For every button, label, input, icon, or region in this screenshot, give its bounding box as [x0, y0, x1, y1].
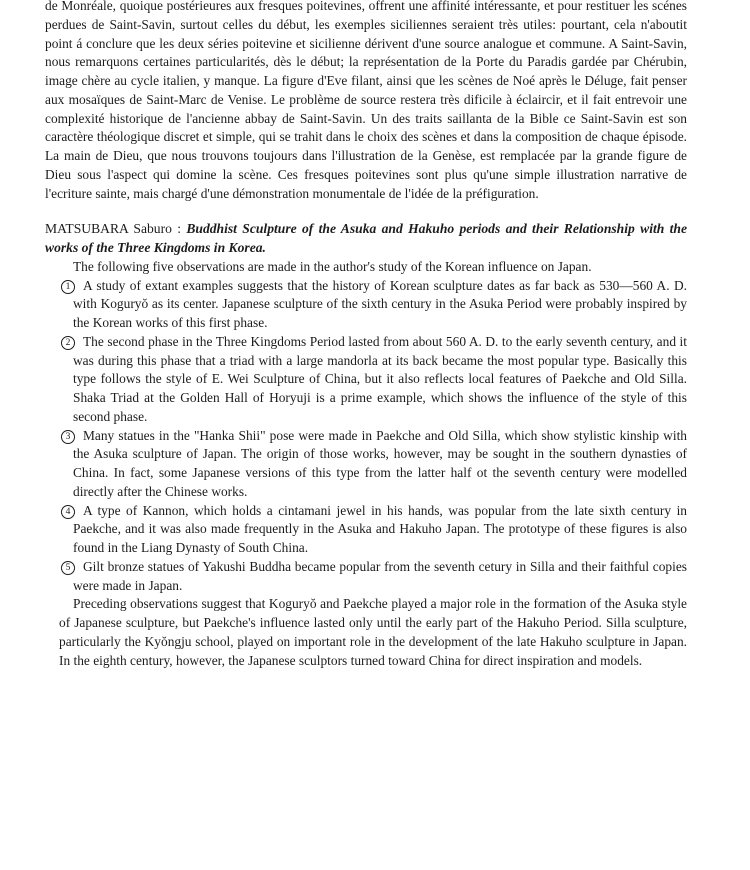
observation-list [45, 277, 687, 596]
document-page [45, 0, 687, 670]
entry-title: Buddhist Sculpture of the Asuka and Hakuho periods and their Relationship with the works of the Three Kingdoms in Korea. [45, 221, 687, 255]
observation-item [45, 333, 687, 427]
circled-number-badge: 3 [61, 430, 75, 444]
observation-item [45, 558, 687, 596]
observation-item [45, 502, 687, 558]
observation-text: The second phase in the Three Kingdoms Period lasted from about 560 A. D. to the early seventh century, and it was during this phase that a triad with a large mandorla at its back became the most popular type. Basically this type follows the style of E. Wei Sculpture of China, but it also reflects local features of Paekche and Old Silla. Shaka Triad at the Golden Hall of Horyuji is a prime example, which shows the influence of the style of this second phase. [73, 333, 687, 424]
observation-text: Gilt bronze statues of Yakushi Buddha became popular from the seventh cetury in Silla and their faithful copies were made in Japan. [73, 558, 687, 593]
observation-item [45, 277, 687, 333]
circled-number-badge: 1 [61, 280, 75, 294]
entry-intro: The following five observations are made in the author's study of the Korean influence on Japan. [73, 258, 592, 274]
entry-heading [45, 220, 687, 258]
observation-text: A type of Kannon, which holds a cintamani jewel in his hands, was popular from the late sixth century in Paekche, and it was also made frequently in the Asuka and Hakuho Japan. The prototype of these figures is also found in the Liang Dynasty of South China. [73, 502, 687, 555]
continuation-paragraph: de Monréale, quoique postérieures aux fresques poitevines, offrent une affinité intéressante, et pour restituer les scénes perdues de Saint-Savin, surtout celles du début, les exemples siciliennes seraient très utiles: pourtant, cela n'aboutit point á conclure que les deux séries poitevine et sicilienne dérivent d'une source analogue et commune. A Saint-Savin, nous remarquons certaines particularités, dès le début; la représentation de la Porte du Paradis gardée par Chérubin, image chère au cycle italien, y manque. La figure d'Eve filant, ainsi que les scènes de Noé après le Déluge, fait penser aux mosaïques de Saint-Marc de Venise. Le problème de source restera très dificile à éclaircir, et il fait entrevoir une complexité historique de l'ancienne abbay de Saint-Savin. Un des traits saillanta de la Bible ce Saint-Savin est son caractère théologique discret et simple, qui se trahit dans le choix des scènes et dans la composition de chaque épisode. La main de Dieu, que nous trouvons toujours dans l'illustration de la Genèse, est remplacée par la grande figure de Dieu sous l'aspect qui domine la scène. Ces fresques poitevines sont plus qu'une simple illustration narrative de l'ecriture sainte, mais chargé d'une démonstration monumentale de l'idée de la préfiguration. [45, 0, 687, 201]
entry-author: MATSUBARA Saburo : [45, 221, 187, 237]
observation-text: A study of extant examples suggests that the history of Korean sculpture dates as far back as 530—560 A. D. with Koguryŏ as its center. Japanese sculpture of the sixth century in the Asuka Period were probably inspired by the Korean works of this first phase. [73, 277, 687, 330]
observation-text: Many statues in the "Hanka Shii" pose were made in Paekche and Old Silla, which show stylistic kinship with the Asuka sculpture of Japan. The origin of those works, however, may be sought in the southern dynasties of China. In fact, some Japanese versions of this type from the latter half ot the seventh century were modelled directly after the Chinese works. [73, 427, 687, 499]
circled-number-badge: 4 [61, 505, 75, 519]
conclusion-paragraph: Preceding observations suggest that Koguryŏ and Paekche played a major role in the formation of the Asuka style of Japanese sculpture, but Paekche's influence lasted only until the early part of the Hakuho Period. Silla sculpture, particularly the Kyŏngju school, played on important role in the development of the late Hakuho sculpture in Japan. In the eighth century, however, the Japanese sculptors turned toward China for direct inspiration and models. [59, 596, 687, 668]
circled-number-badge: 5 [61, 561, 75, 575]
observation-item [45, 427, 687, 502]
circled-number-badge: 2 [61, 336, 75, 350]
